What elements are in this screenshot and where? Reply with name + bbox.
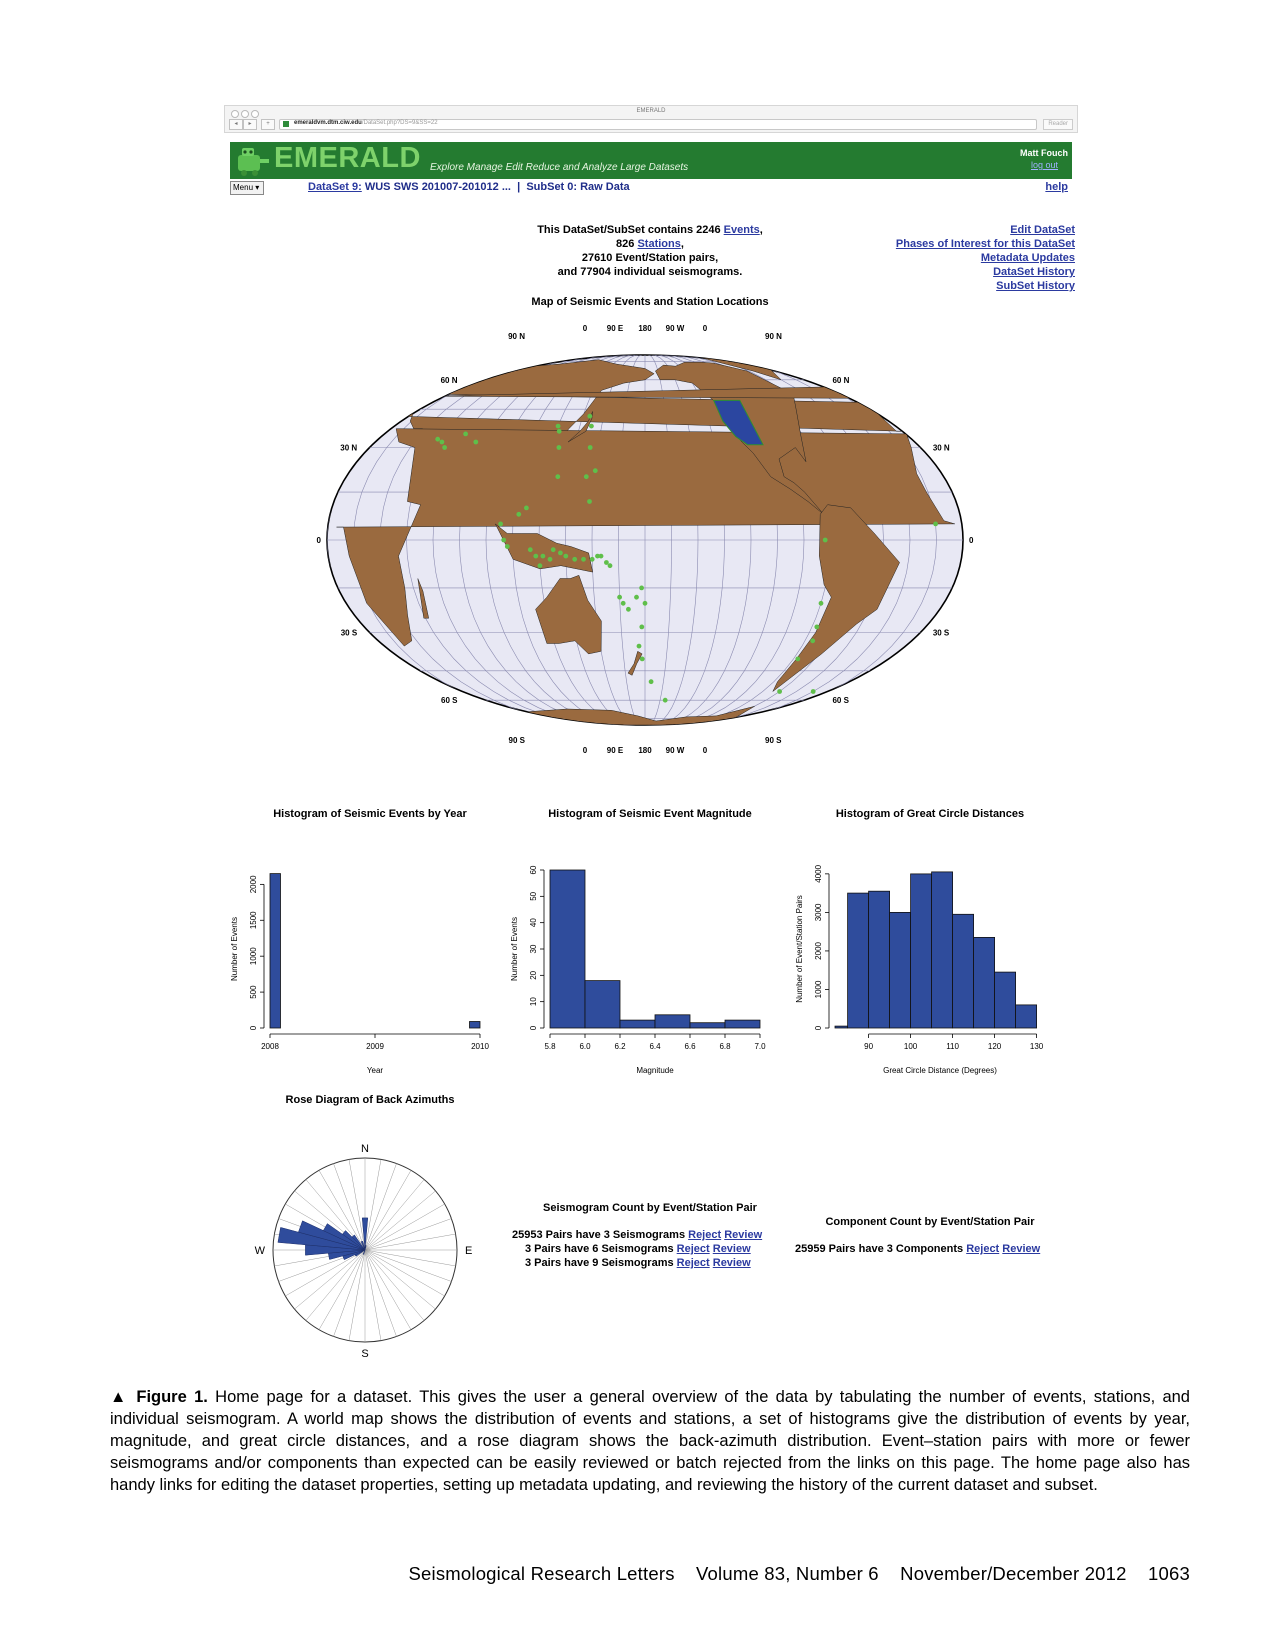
reject-link[interactable]: Reject: [688, 1229, 722, 1241]
event-marker: [538, 563, 543, 568]
event-marker: [584, 474, 589, 479]
footer-volume: Volume 83, Number 6: [696, 1563, 879, 1584]
url-text: [294, 120, 438, 126]
x-tick-label: 110: [946, 1042, 959, 1051]
map-lat-label-right: 30 S: [932, 628, 950, 638]
footer-journal: Seismological Research Letters: [408, 1563, 675, 1584]
event-marker: [442, 445, 447, 450]
x-tick-label: 6.6: [684, 1042, 696, 1051]
map-lat-label-right: 0: [969, 536, 974, 545]
event-marker: [581, 557, 586, 562]
map-top-label: 180: [638, 325, 652, 333]
breadcrumb-separator: |: [517, 181, 521, 193]
rose-diagram: [250, 1135, 480, 1365]
event-marker: [528, 547, 533, 552]
dataset-name: WUS SWS 201007-201012 ...: [364, 181, 511, 193]
event-marker: [663, 698, 668, 703]
histogram-bar: [890, 912, 911, 1028]
x-tick-label: 6.4: [649, 1042, 661, 1051]
event-marker: [608, 563, 613, 568]
event-marker: [811, 689, 816, 694]
event-marker: [593, 468, 598, 473]
histogram-bar: [953, 914, 974, 1028]
hist-year-title: Histogram of Seismic Events by Year: [273, 808, 467, 820]
subset-label: SubSet 0: Raw Data: [526, 181, 630, 193]
map-top-label: 90 W: [665, 325, 685, 333]
map-lat-label-left: 60 N: [440, 375, 458, 385]
map-bottom-label: 0: [582, 746, 588, 755]
summary-line-seismograms: and 77904 individual seismograms.: [557, 266, 743, 278]
world-map: [300, 325, 990, 755]
histogram-bar: [620, 1020, 655, 1028]
event-marker: [795, 657, 800, 662]
histogram-bar: [995, 972, 1016, 1028]
histogram-bar: [869, 891, 890, 1028]
event-marker: [524, 506, 529, 511]
event-marker: [463, 432, 468, 437]
map-bottom-label: 90 W: [665, 746, 685, 755]
x-tick-label: 130: [1029, 1042, 1044, 1051]
y-tick-label: 10: [529, 997, 538, 1007]
dataset-link[interactable]: DataSet 9:: [308, 181, 362, 193]
event-marker: [473, 440, 478, 445]
map-bottom-label: 90 E: [606, 746, 624, 755]
event-marker: [639, 625, 644, 630]
map-lat-label-right: 30 N: [932, 443, 950, 453]
review-link[interactable]: Review: [712, 1257, 751, 1269]
rose-east-label: E: [465, 1245, 473, 1257]
y-tick-label: 1000: [249, 947, 258, 966]
event-marker: [587, 414, 592, 419]
x-tick-label: 2008: [261, 1042, 279, 1051]
map-lat-label-left: 90 S: [508, 736, 525, 745]
back-button[interactable]: ◂: [229, 119, 243, 130]
event-marker: [617, 595, 622, 600]
map-lat-label-right: 90 S: [765, 736, 782, 745]
phases-of-interest-link[interactable]: Phases of Interest for this DataSet: [895, 238, 1075, 250]
histogram-bar: [835, 1026, 848, 1028]
caption-label: Figure 1.: [136, 1388, 208, 1406]
emerald-robot-logo-icon: [234, 145, 272, 177]
summary-line-pairs: 27610 Event/Station pairs,: [581, 252, 719, 264]
y-tick-label: 0: [249, 1025, 258, 1031]
event-marker: [555, 474, 560, 479]
logout-link[interactable]: log out: [1030, 160, 1058, 170]
review-link[interactable]: Review: [712, 1243, 751, 1255]
y-tick-label: 50: [529, 891, 538, 901]
x-axis-label: Year: [366, 1066, 384, 1075]
window-title: EMERALD: [636, 108, 666, 114]
seis-count-row: [525, 1243, 751, 1255]
x-tick-label: 2010: [471, 1042, 489, 1051]
x-tick-label: 6.8: [719, 1042, 731, 1051]
breadcrumb: [308, 181, 630, 193]
edit-dataset-link[interactable]: Edit DataSet: [1010, 224, 1075, 236]
rose-west-label: W: [254, 1245, 265, 1257]
x-axis-label: Magnitude: [636, 1066, 674, 1075]
histogram-bar: [585, 981, 620, 1028]
event-marker: [933, 522, 938, 527]
event-marker: [639, 586, 644, 591]
histogram-bar: [848, 893, 869, 1028]
y-tick-label: 3000: [814, 903, 823, 922]
map-lat-label-left: 90 N: [508, 332, 525, 341]
histogram-bar: [725, 1020, 760, 1028]
x-tick-label: 6.0: [579, 1042, 591, 1051]
event-marker: [637, 644, 642, 649]
y-axis-label: Number of Events: [230, 916, 239, 982]
reject-link[interactable]: Reject: [966, 1243, 1000, 1255]
review-link[interactable]: Review: [724, 1229, 763, 1241]
seis-count-title: Seismogram Count by Event/Station Pair: [543, 1202, 757, 1214]
x-tick-label: 6.2: [614, 1042, 626, 1051]
map-lat-label-right: 60 N: [832, 375, 850, 385]
summary-line-stations: [485, 238, 815, 250]
event-marker: [505, 544, 510, 549]
y-tick-label: 1000: [814, 980, 823, 999]
event-marker: [589, 424, 594, 429]
url-host: emeraldvm.dtm.ciw.edu: [294, 120, 362, 126]
seis-count-row: [512, 1229, 762, 1241]
footer-page-number: 1063: [1148, 1563, 1190, 1584]
review-link[interactable]: Review: [1002, 1243, 1041, 1255]
event-marker: [572, 557, 577, 562]
address-bar[interactable]: [279, 119, 1037, 130]
event-marker: [587, 499, 592, 504]
reader-button[interactable]: Reader: [1043, 119, 1073, 130]
y-tick-label: 1500: [249, 911, 258, 930]
comp-count-title: Component Count by Event/Station Pair: [825, 1216, 1035, 1228]
rose-south-label: S: [361, 1348, 369, 1360]
map-lat-label-left: 0: [316, 536, 321, 545]
histogram-bar: [974, 937, 995, 1028]
y-tick-label: 4000: [814, 864, 823, 883]
map-lat-label-left: 60 S: [441, 696, 458, 706]
stations-link[interactable]: Stations: [637, 238, 681, 250]
seis-count-text: 3 Pairs have 9 Seismograms: [525, 1257, 674, 1269]
y-tick-label: 40: [529, 918, 538, 928]
event-marker: [621, 601, 626, 606]
event-marker: [533, 554, 538, 559]
event-marker: [810, 638, 815, 643]
seis-count-row: [525, 1257, 751, 1269]
x-tick-label: 7.0: [754, 1042, 766, 1051]
caption-marker-icon: ▲: [110, 1388, 130, 1406]
map-top-label: 0: [582, 325, 588, 333]
browser-window-chrome: [224, 105, 1078, 133]
hist-dist-title: Histogram of Great Circle Distances: [835, 808, 1025, 820]
x-tick-label: 2009: [366, 1042, 384, 1051]
event-marker: [516, 512, 521, 517]
page-footer: [409, 1563, 1191, 1585]
subset-history-link[interactable]: SubSet History: [996, 280, 1075, 292]
event-marker: [435, 437, 440, 442]
seis-count-text: 25953 Pairs have 3 Seismograms: [512, 1229, 686, 1241]
histogram-bar: [655, 1015, 690, 1028]
events-link[interactable]: Events: [723, 224, 760, 236]
y-tick-label: 60: [529, 865, 538, 875]
help-link[interactable]: help: [1045, 181, 1068, 193]
dataset-subbar: [230, 180, 1072, 196]
x-tick-label: 5.8: [544, 1042, 556, 1051]
comp-count-text: 25959 Pairs have 3 Components: [795, 1243, 964, 1255]
comp-count-row: [795, 1243, 1040, 1255]
url-path: /DataSet.php?DS=9&SS=22: [361, 120, 438, 126]
footer-date: November/December 2012: [900, 1563, 1127, 1584]
y-axis-label: Number of Event/Station Pairs: [795, 895, 804, 1003]
summary-comma: ,: [680, 238, 684, 250]
app-tagline: Explore Manage Edit Reduce and Analyze Large Datasets: [430, 162, 689, 173]
map-top-label: 90 E: [606, 325, 624, 333]
summary-line-events: [485, 224, 815, 236]
y-tick-label: 20: [529, 970, 538, 980]
histogram-bar: [550, 870, 585, 1028]
map-top-label: 0: [702, 325, 708, 333]
map-lat-label-left: 30 S: [340, 628, 358, 638]
summary-events-text: This DataSet/SubSet contains 2246: [537, 224, 721, 236]
event-marker: [634, 595, 639, 600]
menu-dropdown[interactable]: Menu ▾: [230, 181, 264, 195]
x-axis-label: Great Circle Distance (Degrees): [883, 1066, 997, 1075]
metadata-updates-link[interactable]: Metadata Updates: [980, 252, 1075, 264]
event-marker: [501, 538, 506, 543]
event-marker: [498, 522, 503, 527]
forward-button[interactable]: ▸: [243, 119, 257, 130]
reject-link[interactable]: Reject: [676, 1257, 710, 1269]
event-marker: [777, 689, 782, 694]
y-tick-label: 2000: [814, 942, 823, 960]
reject-link[interactable]: Reject: [676, 1243, 710, 1255]
event-marker: [558, 551, 563, 556]
event-marker: [599, 554, 604, 559]
event-marker: [604, 560, 609, 565]
y-tick-label: 2000: [249, 875, 258, 894]
event-marker: [626, 607, 631, 612]
seis-count-text: 3 Pairs have 6 Seismograms: [525, 1243, 674, 1255]
rose-title: Rose Diagram of Back Azimuths: [285, 1094, 455, 1106]
histogram-distance: [790, 850, 1065, 1080]
app-header: [230, 142, 1072, 179]
y-tick-label: 0: [529, 1025, 538, 1031]
event-marker: [541, 554, 546, 559]
event-marker: [551, 547, 556, 552]
event-marker: [548, 557, 553, 562]
event-marker: [643, 601, 648, 606]
histogram-bar: [470, 1022, 481, 1029]
histogram-year: [225, 850, 495, 1080]
map-lat-label-left: 30 N: [340, 443, 358, 453]
site-favicon-icon: [283, 121, 289, 127]
x-tick-label: 100: [903, 1042, 918, 1051]
y-axis-label: Number of Events: [510, 916, 519, 982]
app-logo-text[interactable]: EMERALD: [274, 142, 421, 174]
x-tick-label: 120: [987, 1042, 1002, 1051]
event-marker: [588, 445, 593, 450]
histogram-bar: [932, 872, 953, 1028]
event-marker: [563, 554, 568, 559]
histogram-magnitude: [505, 850, 775, 1080]
histogram-bar: [1016, 1005, 1037, 1028]
x-tick-label: 90: [864, 1042, 874, 1051]
event-marker: [590, 557, 595, 562]
add-bookmark-button[interactable]: +: [261, 119, 275, 130]
y-tick-label: 500: [249, 985, 258, 999]
map-bottom-label: 180: [638, 746, 652, 755]
map-lat-label-right: 90 N: [765, 332, 782, 341]
caption-text: Home page for a dataset. This gives the user a general overview of the data by tabulating the number of events, stations, and individual seismogram. A world map shows the distribution of events and stations, a set of histograms give the distribution of events by year, magnitude, and great circle distances, and a rose diagram shows the back-azimuth distribution. Event–station pairs with more or fewer seismograms and/or components than expected can be easily reviewed or batch rejected from the links on this page. The home page also has handy links for editing the dataset properties, setting up metadata updating, and reviewing the history of the current dataset and subset.: [110, 1388, 1190, 1494]
event-marker: [556, 424, 561, 429]
y-tick-label: 0: [814, 1025, 823, 1031]
event-marker: [814, 625, 819, 630]
rose-north-label: N: [361, 1143, 369, 1155]
histogram-bar: [270, 874, 281, 1028]
figure-caption: [110, 1386, 1190, 1496]
event-marker: [649, 679, 654, 684]
map-bottom-label: 0: [702, 746, 708, 755]
event-marker: [823, 538, 828, 543]
event-marker: [640, 657, 645, 662]
user-name: Matt Fouch: [1020, 148, 1068, 158]
map-title: Map of Seismic Events and Station Locations: [531, 296, 769, 308]
y-tick-label: 30: [529, 944, 538, 954]
histogram-bar: [690, 1023, 725, 1028]
summary-comma: ,: [759, 224, 763, 236]
event-marker: [557, 445, 562, 450]
map-lat-label-right: 60 S: [832, 696, 849, 706]
event-marker: [440, 440, 445, 445]
hist-mag-title: Histogram of Seismic Event Magnitude: [548, 808, 752, 820]
summary-stations-count: 826: [616, 238, 635, 250]
dataset-history-link[interactable]: DataSet History: [993, 266, 1075, 278]
event-marker: [557, 429, 562, 434]
event-marker: [819, 601, 824, 606]
histogram-bar: [911, 874, 932, 1028]
